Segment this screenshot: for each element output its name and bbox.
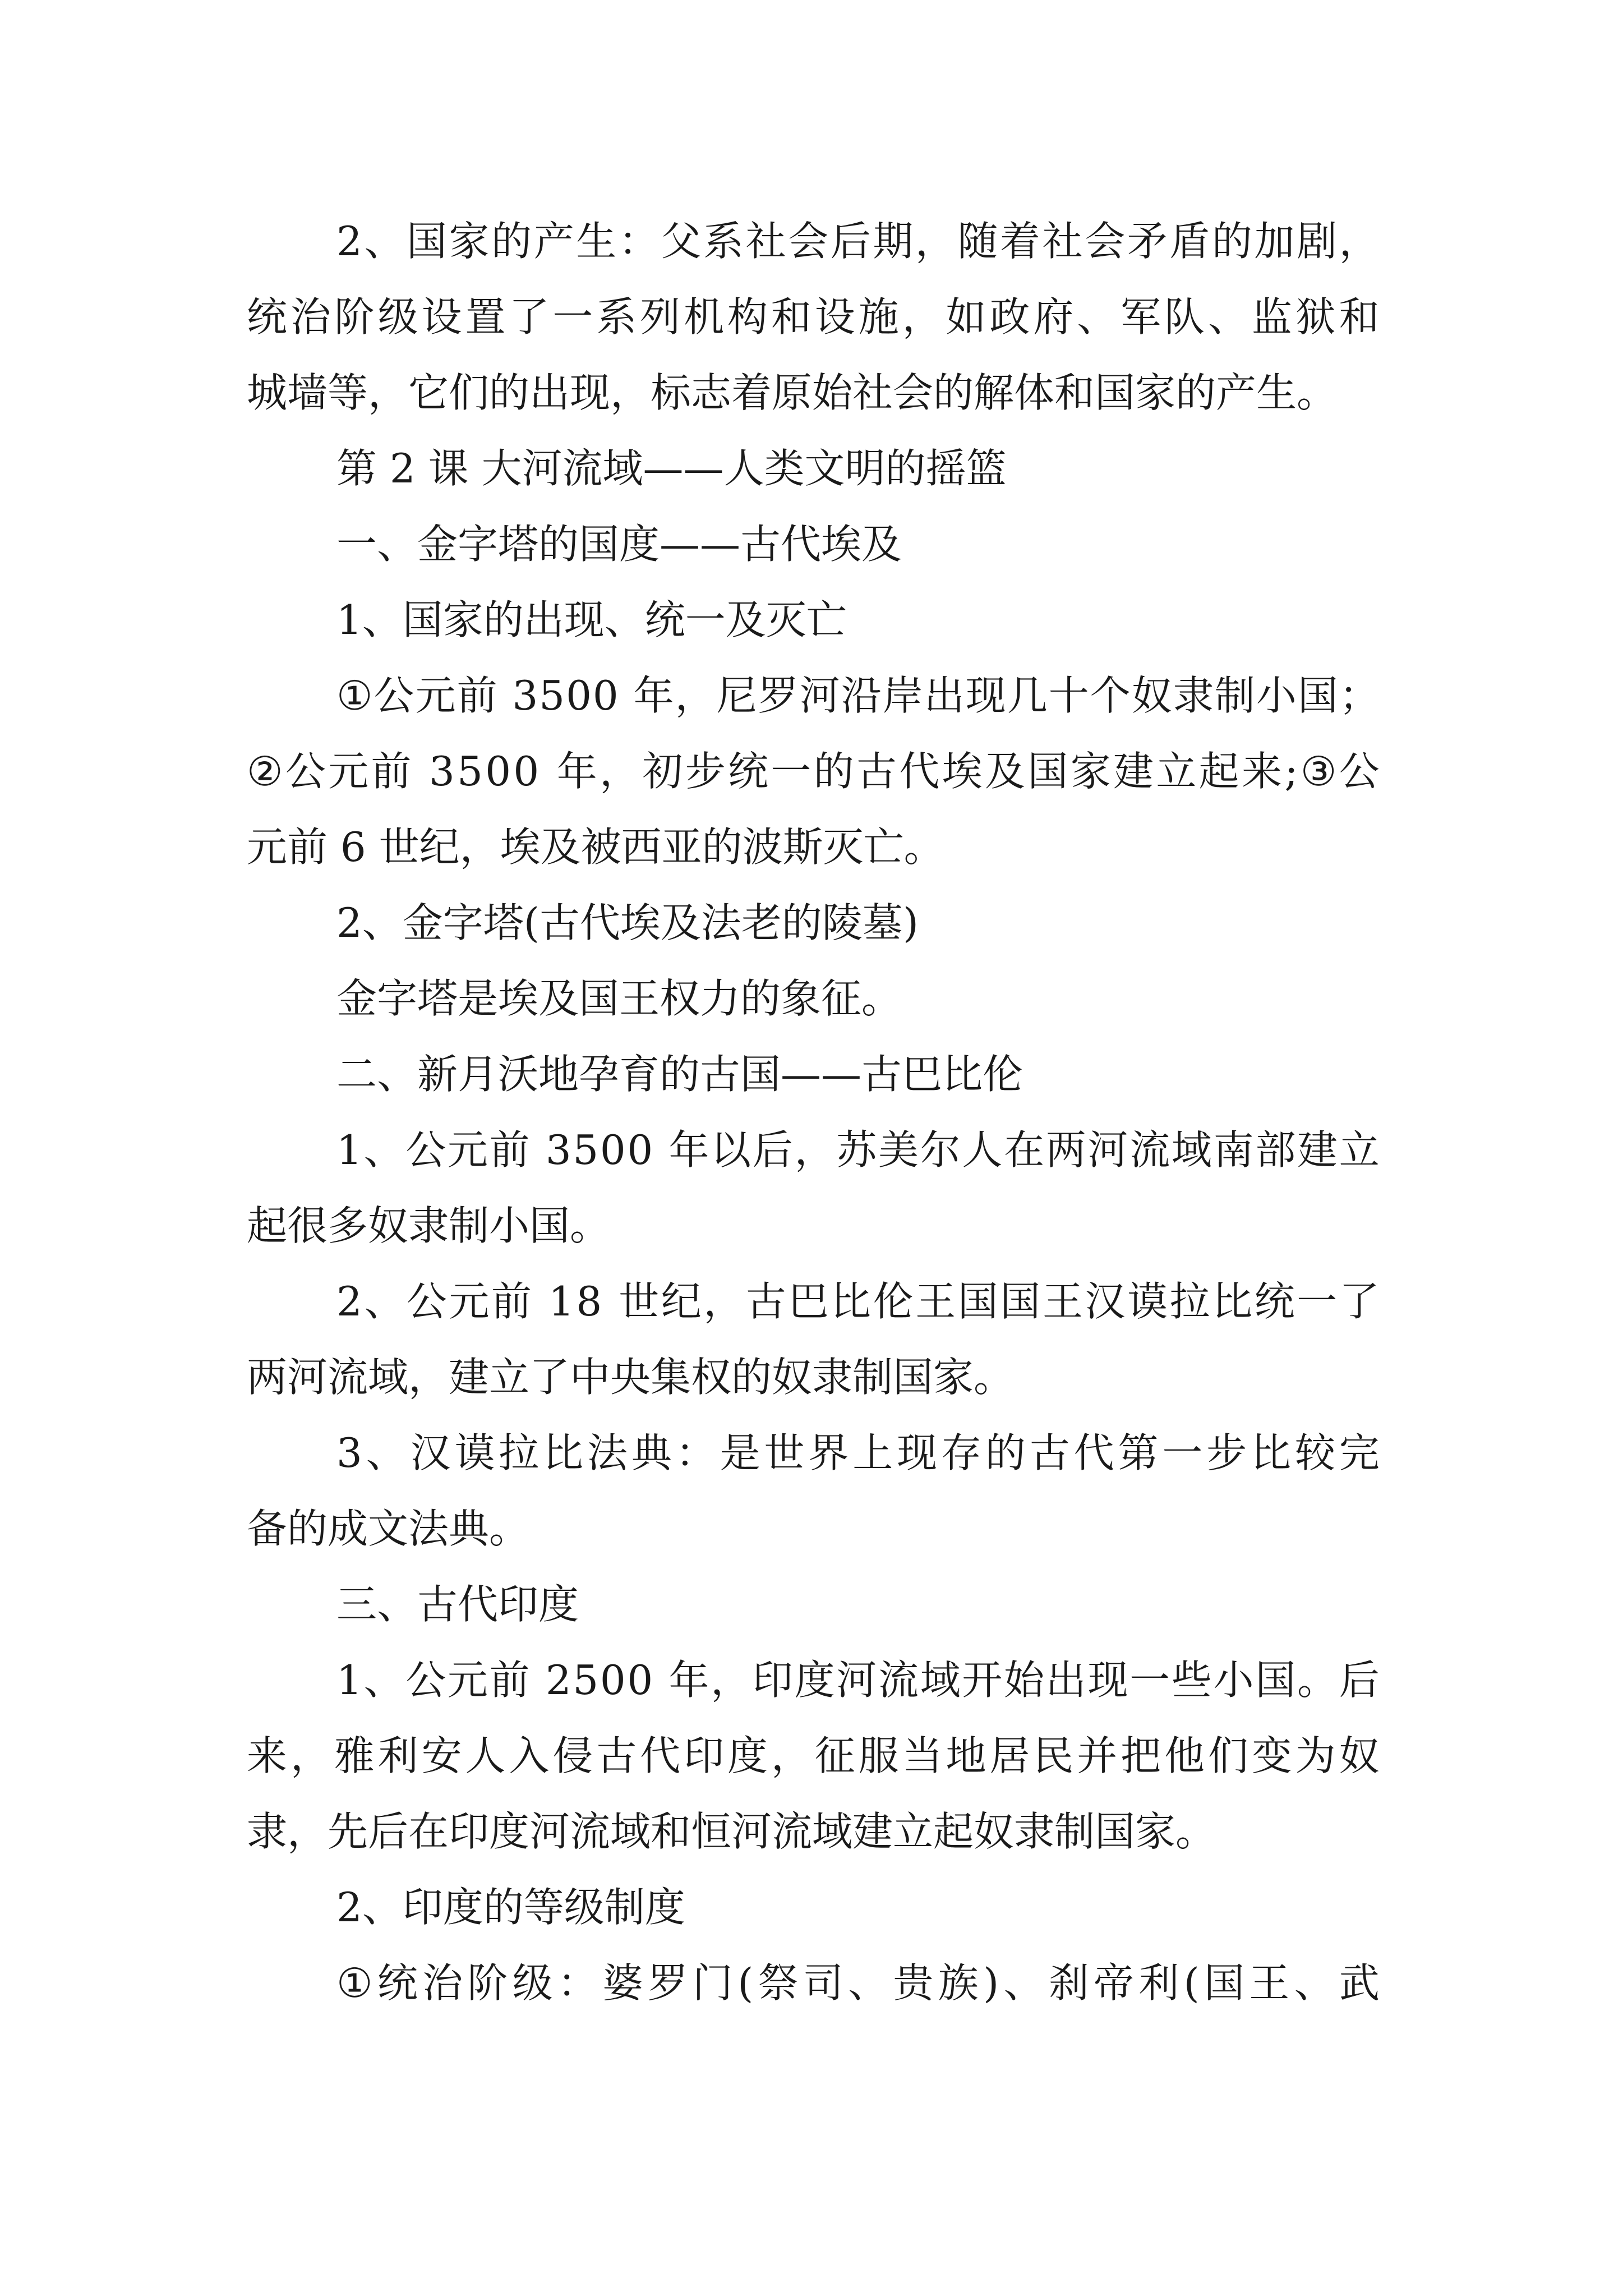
- paragraph-line: 统 治 阶 级 设 置 了 一 系 列 机 构 和 设 施 ， 如 政 府 、 军 队 、 监 狱 和: [247, 293, 1380, 341]
- paragraph-line: 2 、 公 元 前 1 8 世 纪 ， 古 巴 比 伦 王 国 国 王 汉 谟 拉 比 统 一 了: [336, 1278, 1380, 1325]
- paragraph-line: 1 、 公 元 前 2 5 0 0 年 ， 印 度 河 流 域 开 始 出 现 一 些 小 国 。 后: [336, 1657, 1380, 1704]
- subsection-heading: 1、国家的出现、统一及灭亡: [336, 596, 847, 643]
- paragraph-line: 城墙等，它们的出现，标志着原始社会的解体和国家的产生。: [247, 369, 1338, 416]
- paragraph-line: 元前 6 世纪，埃及被西亚的波斯灭亡。: [247, 823, 944, 871]
- subsection-heading: 2、印度的等级制度: [336, 1884, 685, 1931]
- section-heading: 二、新月沃地孕育的古国——古巴比伦: [336, 1051, 1023, 1098]
- lesson-heading: 第 2 课 大河流域——人类文明的摇篮: [336, 445, 1007, 492]
- paragraph-line: ① 统 治 阶 级 ： 婆 罗 门 ( 祭 司 、 贵 族 ) 、 刹 帝 利 ( 国 王 、 武: [336, 1959, 1380, 2007]
- paragraph-line: ① 公 元 前 3 5 0 0 年 ， 尼 罗 河 沿 岸 出 现 几 十 个 奴 隶 制 小 国 ；: [336, 672, 1380, 719]
- section-heading: 三、古代印度: [336, 1581, 579, 1628]
- paragraph-line: 3 、 汉 谟 拉 比 法 典 ： 是 世 界 上 现 存 的 古 代 第 一 步 比 较 完: [336, 1429, 1380, 1476]
- paragraph-line: 两河流域，建立了中央集权的奴隶制国家。: [247, 1354, 1015, 1401]
- paragraph-line: ② 公 元 前 3 5 0 0 年 ， 初 步 统 一 的 古 代 埃 及 国 家 建 立 起 来 ; ③ 公: [247, 748, 1380, 795]
- paragraph-line: 来 ， 雅 利 安 人 入 侵 古 代 印 度 ， 征 服 当 地 居 民 并 把 他 们 变 为 奴: [247, 1732, 1380, 1779]
- paragraph-line: 备的成文法典。: [247, 1505, 530, 1552]
- paragraph-line: 隶，先后在印度河流域和恒河流域建立起奴隶制国家。: [247, 1808, 1216, 1855]
- paragraph-line: 起很多奴隶制小国。: [247, 1202, 611, 1249]
- paragraph-line: 1 、 公 元 前 3 5 0 0 年 以 后 ， 苏 美 尔 人 在 两 河 流 域 南 部 建 立: [336, 1126, 1380, 1174]
- subsection-heading: 2、金字塔(古代埃及法老的陵墓): [336, 899, 919, 946]
- paragraph-line: 2 、 国 家 的 产 生 ： 父 系 社 会 后 期 ， 随 着 社 会 矛 盾 的 加 剧 ，: [336, 218, 1380, 265]
- paragraph-line: 金字塔是埃及国王权力的象征。: [336, 975, 902, 1022]
- section-heading: 一、金字塔的国度——古代埃及: [336, 521, 902, 568]
